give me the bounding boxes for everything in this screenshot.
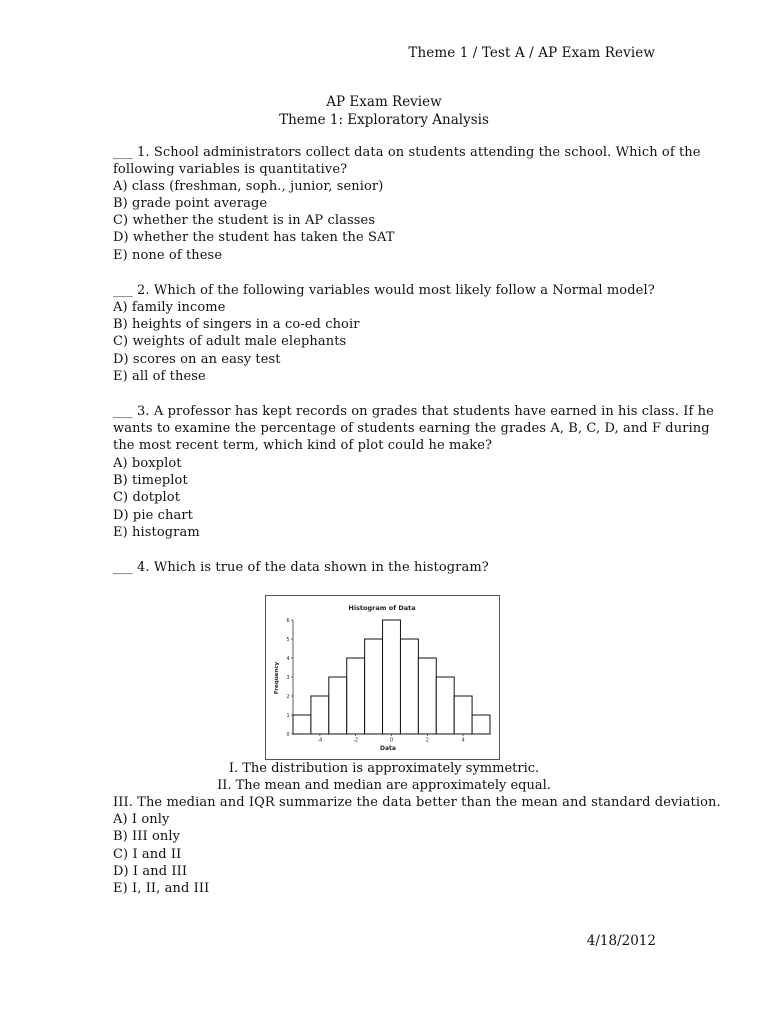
q2-option-c: C) weights of adult male elephants bbox=[113, 334, 347, 349]
histogram-bar bbox=[383, 620, 401, 734]
q4-option-d: D) I and III bbox=[113, 864, 188, 879]
x-tick-label: -2 bbox=[353, 738, 359, 744]
q1-option-d: D) whether the student has taken the SAT bbox=[113, 230, 395, 245]
q4-statement-3: III. The median and IQR summarize the data better than the mean and standard deviation. bbox=[113, 795, 721, 810]
x-tick-label: 4 bbox=[461, 738, 465, 744]
q1-stem-line1: ___ 1. School administrators collect data on students attending the school. Which of the bbox=[113, 145, 701, 160]
y-tick-label: 0 bbox=[286, 732, 290, 738]
document-subtitle: Theme 1: Exploratory Analysis bbox=[279, 112, 489, 128]
q3-option-e: E) histogram bbox=[113, 525, 200, 540]
y-tick-label: 3 bbox=[286, 675, 290, 681]
q2-option-b: B) heights of singers in a co-ed choir bbox=[113, 317, 360, 332]
q4-stem: ___ 4. Which is true of the data shown in the histogram? bbox=[113, 560, 489, 575]
title-block bbox=[0, 93, 768, 129]
y-tick-label: 6 bbox=[286, 618, 290, 624]
q2-stem: ___ 2. Which of the following variables would most likely follow a Normal model? bbox=[113, 283, 655, 298]
q3-option-a: A) boxplot bbox=[113, 456, 182, 471]
q3-option-d: D) pie chart bbox=[113, 508, 193, 523]
x-tick-label: -4 bbox=[317, 738, 323, 744]
histogram-bar bbox=[436, 677, 454, 734]
q1-option-c: C) whether the student is in AP classes bbox=[113, 213, 376, 228]
q4-statement-2: II. The mean and median are approximately equal. bbox=[217, 778, 551, 793]
q1-option-a: A) class (freshman, soph., junior, senior) bbox=[113, 179, 384, 194]
histogram-bar bbox=[347, 658, 365, 734]
q3-stem-line3: the most recent term, which kind of plot could he make? bbox=[113, 438, 493, 453]
chart-y-label: Frequency bbox=[274, 661, 280, 695]
q4-option-e: E) I, II, and III bbox=[113, 881, 210, 896]
histogram-chart bbox=[265, 595, 500, 760]
q1-option-b: B) grade point average bbox=[113, 196, 268, 211]
histogram-bar bbox=[472, 715, 490, 734]
y-tick-label: 5 bbox=[286, 637, 290, 643]
q3-option-b: B) timeplot bbox=[113, 473, 188, 488]
histogram-bar bbox=[418, 658, 436, 734]
chart-x-label: Data bbox=[380, 745, 396, 752]
q1-option-e: E) none of these bbox=[113, 248, 223, 263]
y-tick-label: 4 bbox=[286, 656, 290, 662]
histogram-bar bbox=[454, 696, 472, 734]
histogram-bar bbox=[400, 639, 418, 734]
histogram-bar bbox=[311, 696, 329, 734]
q2-option-a: A) family income bbox=[113, 300, 226, 315]
y-tick-label: 2 bbox=[286, 694, 290, 700]
y-tick-label: 1 bbox=[286, 713, 290, 719]
histogram-bar bbox=[365, 639, 383, 734]
q4-option-b: B) III only bbox=[113, 829, 181, 844]
q3-option-c: C) dotplot bbox=[113, 490, 181, 505]
q4-option-c: C) I and II bbox=[113, 847, 182, 862]
histogram-bar bbox=[293, 715, 311, 734]
q4-statement-1: I. The distribution is approximately symmetric. bbox=[228, 761, 540, 776]
q3-stem-line1: ___ 3. A professor has kept records on grades that students have earned in his class. If he bbox=[113, 404, 714, 419]
document-title: AP Exam Review bbox=[326, 94, 442, 110]
x-tick-label: 0 bbox=[389, 738, 394, 744]
q2-option-d: D) scores on an easy test bbox=[113, 352, 281, 367]
q3-stem-line2: wants to examine the percentage of students earning the grades A, B, C, D, and F during bbox=[113, 421, 710, 436]
chart-title: Histogram of Data bbox=[348, 604, 416, 612]
q2-option-e: E) all of these bbox=[113, 369, 206, 384]
histogram-bar bbox=[329, 677, 347, 734]
page-header: Theme 1 / Test A / AP Exam Review bbox=[408, 45, 655, 61]
q1-stem-line2: following variables is quantitative? bbox=[113, 162, 348, 177]
x-tick-label: 2 bbox=[425, 738, 429, 744]
histogram-figure bbox=[265, 595, 500, 760]
footer-date: 4/18/2012 bbox=[586, 933, 656, 949]
q4-option-a: A) I only bbox=[113, 812, 170, 827]
